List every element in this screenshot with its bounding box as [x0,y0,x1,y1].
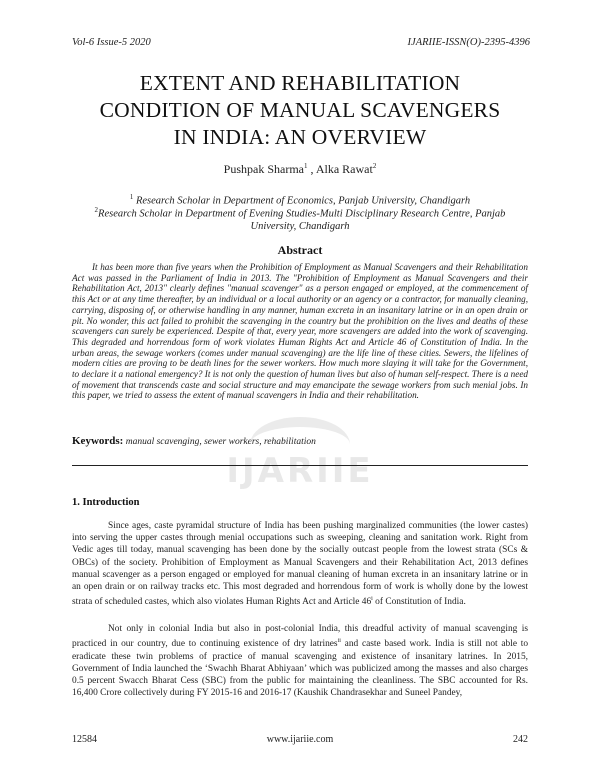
abstract-text: It has been more than five years when the Prohibition of Employment as Manual Scavengers and their Rehabilitation Act was passed in the Parliament of India in 2013. The "Prohibition of Employment as Manual Scavengers and their Rehabilitation Act, 2013" clearly defines "manual scavenger" as a person engaged or employed, at the commencement of this Act or at any time thereafter, by an individual or a local authority or an agency or a contractor, for manually cleaning, carrying, disposing of, or otherwise handling in any manner, human excreta in an insanitary latrine or in an open drain or pit. No wonder, this act failed to prohibit the scavenging in the country but the prohibition on the lives and deaths of these scavengers can surely be experienced. Despite of that, every year, more scavengers are added into the work of scavenging. This degraded and horrendous form of work violates Human Rights Act and Article 46 of Constitution of India. In the urban areas, the sewage workers (comes under manual scavenging) are the life line of these cities. Sewers, the lifelines of modern cities are proving to be death lines for the sewer workers. How much more slaying it will take for the Government, to declare it a national emergency? It is not only the question of human lives but also of human self-respect. There is a need of movement that transcends caste and social structure and may emancipate the sewage workers from such menial jobs. In this paper, we tried to assess the extent of manual scavengers in India and their rehabilitation. [72,262,528,401]
intro-p2-text-a: Not only in colonial India but also in post-colonial India, this dreadful activity of manual scavenging is practiced in our country, due to continuing existence of dry latrines [72,624,528,650]
introduction-paragraph-1 [72,520,528,609]
introduction-paragraph-2 [72,623,528,699]
author-2-affil-mark: 2 [372,162,377,170]
affiliation-2-mark: 2 [94,206,99,214]
paper-title [60,70,540,151]
watermark-text: IJARIIE [226,451,374,491]
intro-p1-text-b: of Constitution of India. [372,597,466,608]
endnote-ref-i[interactable]: i [371,596,373,603]
journal-issn: IJARIIE-ISSN(O)-2395-4396 [407,37,530,48]
author-1: Pushpak Sharma [223,162,304,176]
introduction-heading: 1. Introduction [72,497,140,508]
abstract-heading: Abstract [277,243,323,257]
affiliation-2-text: Research Scholar in Department of Evening Studies-Multi Disciplinary Research Centre, Panjab University, Chandigarh [98,208,506,232]
affiliation-1-mark: 1 [129,193,134,201]
author-2: Alka Rawat [315,162,373,176]
footer-website-link[interactable]: www.ijariie.com [266,734,334,745]
keywords-value: manual scavenging, sewer workers, rehabilitation [123,437,316,447]
footer-page-number: 242 [513,734,528,745]
publisher-watermark [160,405,440,505]
affiliation-1-text: Research Scholar in Department of Economics, Panjab University, Chandigarh [133,195,471,207]
footer-paper-id: 12584 [72,734,97,745]
author-1-affil-mark: 1 [304,162,308,170]
section-divider [72,465,528,466]
keywords-label: Keywords: [72,435,124,447]
intro-p2-text-b: and caste based work. India is still not able to eradicate these twin problems of practice of manual scavenging and existence of insanitary latrines. In 2015, Government of India launched the ‘Swachh Bharat Abhiyaan’ which was publicized among the masses and also charges 0.5 percent Swacch Bharat Cess (SBC) from the public for maintaining the cleanliness. The SBC accounted for Rs. 16,400 Crore collectively during FY 2015-16 and 2016-17 (Kaushik Chandrasekhar and Suneel Pandey, [72,639,529,699]
title-line-2: CONDITION OF MANUAL SCAVENGERS [99,98,501,122]
author-list [60,162,540,177]
title-line-1: EXTENT AND REHABILITATION [139,71,461,95]
title-line-3: IN INDIA: AN OVERVIEW [173,125,427,149]
journal-volume: Vol-6 Issue-5 2020 [72,37,151,48]
endnote-ref-ii[interactable]: ii [337,638,341,645]
author-separator: , [307,162,316,176]
affiliation-2 [80,204,520,234]
intro-p1-text-a: Since ages, caste pyramidal structure of India has been pushing marginalized communities (the lower castes) into serving the upper castes through menial occupations such as sweeping, cleaning and sanitation work. Right from Vedic ages till today, manual scavenging has been done by the socially outcast people from the lowest strata (SCs & OBCs) of the society. Prohibition of Employment as Manual Scavengers and their Rehabilitation Act, 2013 defines manual scavenger as a person engaged or employed for manual cleaning of human excreta in an insanitary latrine or in an open drain or on railway tracks etc. This most degraded and horrendous form of work is wholly done by the lowest strata of scheduled castes, which also violates Human Rights Act and Article 46 [72,521,528,608]
